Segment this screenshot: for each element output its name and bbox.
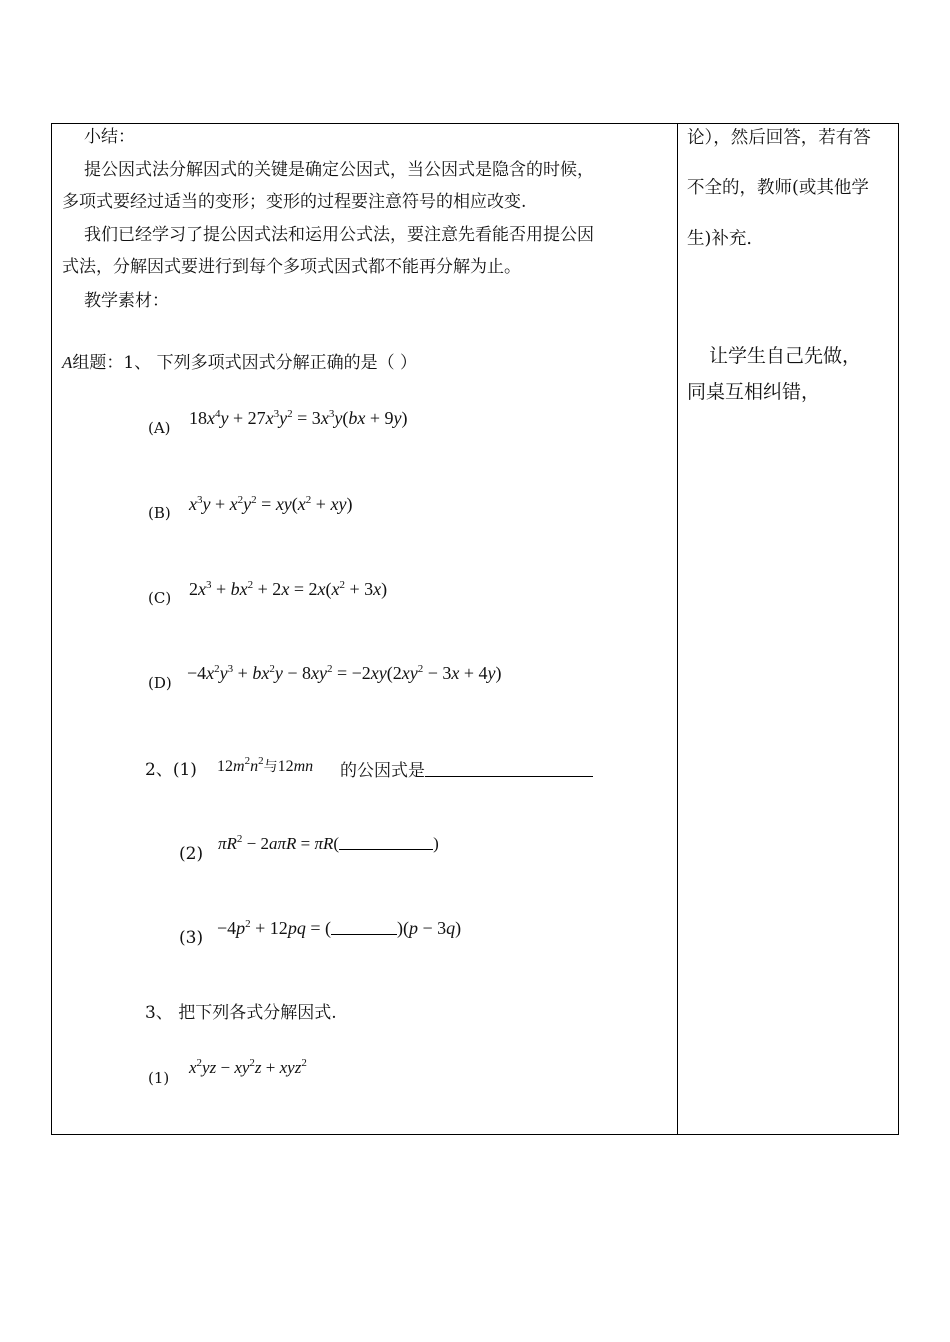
- answer-blank-2-1[interactable]: [425, 760, 593, 777]
- materials-heading: 教学素材：: [84, 291, 169, 311]
- summary-para2-line1: 我们已经学习了提公因式法和运用公式法，要注意先看能否用提公因: [84, 225, 594, 245]
- option-c-formula: $2x^3 + bx^2 + 2x = 2x(x^2 + 3x)$: [189, 579, 388, 599]
- question-3-1-label: (1): [148, 1069, 170, 1087]
- right-line-3: 生)补充.: [687, 229, 752, 249]
- answer-blank-2-2[interactable]: [339, 833, 433, 850]
- column-divider: [677, 124, 678, 1134]
- question-1-stem: [62, 353, 417, 373]
- question-2-1-text: [340, 760, 593, 781]
- question-2-1-formula: $12m^2n^2$与12mn: [217, 755, 314, 775]
- question-3-stem: 3、 把下列各式分解因式.: [145, 1003, 337, 1023]
- option-d-formula: $-4x^2y^3 + bx^2y - 8xy^2 = -2xy(2xy^2 - 3x + 4y)$: [187, 663, 502, 683]
- question-1-text: 组题：1、 下列多项式因式分解正确的是（ ）: [72, 353, 418, 373]
- option-b-label: (B): [148, 504, 171, 522]
- summary-para1-line2: 多项式要经过适当的变形；变形的过程要注意符号的相应改变.: [62, 192, 527, 212]
- right-line-1: 论），然后回答，若有答: [687, 128, 871, 148]
- question-2-1-suffix: 的公因式是: [340, 761, 425, 781]
- summary-heading: 小结：: [84, 127, 135, 147]
- option-d-label: (D): [148, 674, 172, 692]
- question-3-1-formula: $x^2yz - xy^2z + xyz^2$: [189, 1057, 307, 1077]
- question-2-2-label: (2): [179, 844, 204, 864]
- answer-blank-2-3[interactable]: [331, 918, 397, 935]
- right-line-2: 不全的，教师(或其他学: [687, 178, 869, 198]
- question-2-3-formula: $-4p^2 + 12pq$ = ( )(p − 3q): [217, 918, 462, 938]
- right-line-5: 同桌互相纠错，: [687, 381, 821, 403]
- option-c-label: (C): [148, 589, 172, 607]
- question-2-label: 2、(1): [145, 760, 197, 780]
- option-a-label: (A): [148, 419, 171, 437]
- question-2-3-label: (3): [179, 928, 204, 948]
- summary-para2-line2: 式法，分解因式要进行到每个多项式因式都不能再分解为止。: [62, 257, 521, 277]
- option-b-formula: $x^3y + x^2y^2 = xy(x^2 + xy)$: [189, 494, 353, 514]
- group-letter: A: [62, 353, 73, 372]
- option-a-formula: $18x^4y + 27x^3y^2 = 3x^3y(bx + 9y)$: [189, 408, 408, 428]
- summary-para1-line1: 提公因式法分解因式的关键是确定公因式，当公因式是隐含的时候，: [84, 160, 594, 180]
- right-line-4: 让学生自己先做，: [709, 345, 862, 367]
- question-2-2-formula: $\pi R^2 - 2a\pi R = \pi R$( ): [218, 833, 439, 853]
